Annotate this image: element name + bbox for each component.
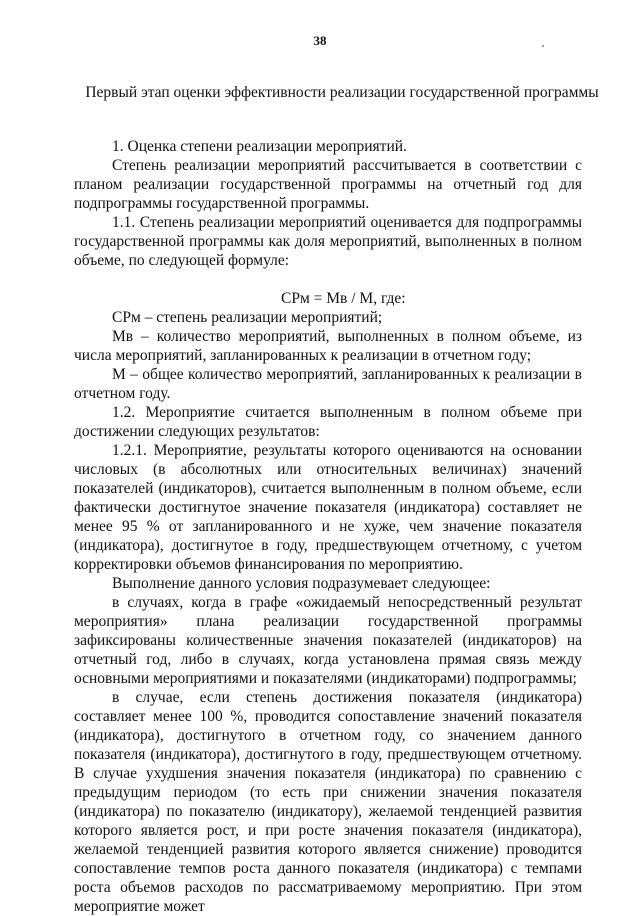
scan-speck — [542, 45, 544, 47]
document-body — [74, 137, 582, 916]
paragraph: 1.1. Степень реализации мероприятий оценивается для подпрограммы государственной программы как доля мероприятий, выполненных в полном объеме, по следующей формуле: — [74, 214, 582, 269]
paragraph: 1. Оценка степени реализации мероприятий. — [112, 138, 407, 155]
formula: СРм = Мв / М, где: — [281, 290, 406, 307]
paragraph: Мв – количество мероприятий, выполненных в полном объеме, из числа мероприятий, запланированных к реализации в отчетном году; — [74, 328, 582, 364]
paragraph: 1.2.1. Мероприятие, результаты которого оцениваются на основании числовых (в абсолютных или относительных величинах) значений показателей (индикаторов), считается выполненным в полном объеме, если фактически достигнутое значение показателя (индикатора) составляет не менее 95 % от запланированного и не хуже, чем значение показателя (индикатора), достигнутое в году, предшествующем отчетному, с учетом корректировки объемов финансирования по мероприятию. — [74, 442, 582, 573]
paragraph: в случае, если степень достижения показателя (индикатора) составляет менее 100 %, проводится сопоставление значений показателя (индикатора), достигнутого в отчетном году, со значением данного показателя (индикатора), достигнутого в году, предшествующем отчетному. В случае ухудшения значения показателя (индикатора) по сравнению с предыдущим периодом (то есть при снижении значения показателя (индикатора) по показателю (индикатору), желаемой тенденцией развития которого является рост, и при росте значения показателя (индикатора), желаемой тенденцией развития которого является снижение) проводится сопоставление темпов роста данного показателя (индикатора) с темпами роста объемов расходов по рассматриваемому мероприятию. При этом мероприятие может — [74, 689, 582, 915]
paragraph: М – общее количество мероприятий, запланированных к реализации в отчетном году. — [74, 366, 582, 402]
paragraph: Выполнение данного условия подразумевает следующее: — [112, 575, 491, 592]
paragraph: СРм – степень реализации мероприятий; — [112, 309, 383, 326]
paragraph: Степень реализации мероприятий рассчитывается в соответствии с планом реализации государственной программы на отчетный год для подпрограммы государственной программы. — [74, 157, 582, 212]
page-title: Первый этап оценки эффективности реализации государственной программы — [85, 84, 599, 101]
page-number: 38 — [313, 33, 327, 48]
paragraph: 1.2. Мероприятие считается выполненным в полном объеме при достижении следующих результатов: — [74, 404, 582, 440]
paragraph: в случаях, когда в графе «ожидаемый непосредственный результат мероприятия» плана реализации государственной программы зафиксированы количественные значения показателей (индикаторов) на отчетный год, либо в случаях, когда установлена прямая связь между основными мероприятиями и показателями (индикаторами) подпрограммы; — [74, 594, 582, 687]
